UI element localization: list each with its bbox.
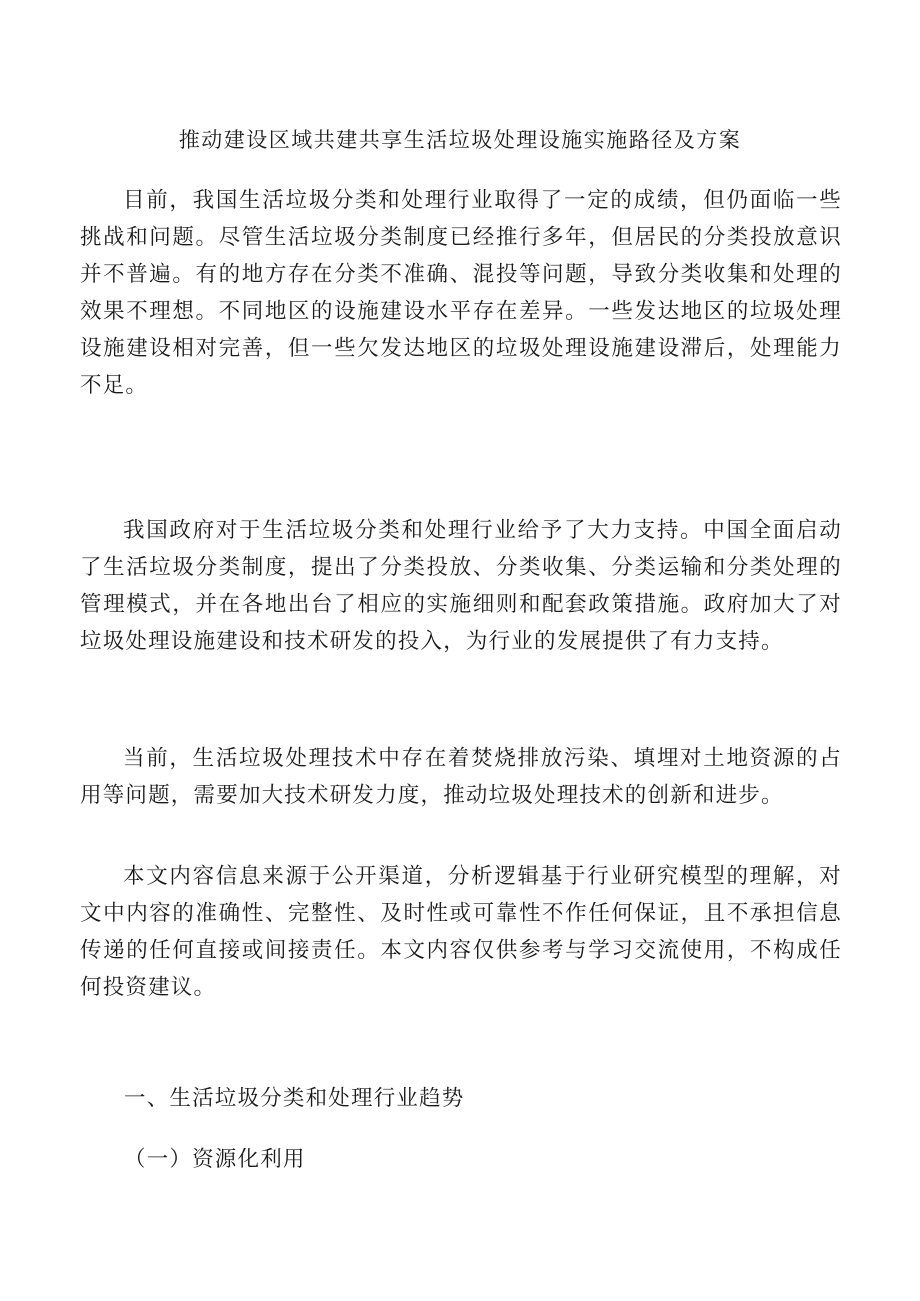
body-paragraph: 本文内容信息来源于公开渠道，分析逻辑基于行业研究模型的理解，对文中内容的准确性、完整性、及时性或可靠性不作任何保证，且不承担信息传递的任何直接或间接责任。本文内容仅供参考与学习交流使用，不构成任何投资建议。	[80, 864, 842, 1000]
body-paragraph: 目前，我国生活垃圾分类和处理行业取得了一定的成绩，但仍面临一些挑战和问题。尽管生活垃圾分类制度已经推行多年，但居民的分类投放意识并不普遍。有的地方存在分类不准确、混投等问题，导致分类收集和处理的效果不理想。不同地区的设施建设水平存在差异。一些发达地区的垃圾处理设施建设相对完善，但一些欠发达地区的垃圾处理设施建设滞后，处理能力不足。	[80, 188, 842, 398]
body-paragraph: 我国政府对于生活垃圾分类和处理行业给予了大力支持。中国全面启动了生活垃圾分类制度，提出了分类投放、分类收集、分类运输和分类处理的管理模式，并在各地出台了相应的实施细则和配套政策措施。政府加大了对垃圾处理设施建设和技术研发的投入，为行业的发展提供了有力支持。	[80, 518, 842, 654]
document-title: 推动建设区域共建共享生活垃圾处理设施实施路径及方案	[178, 128, 742, 152]
body-paragraph: 当前，生活垃圾处理技术中存在着焚烧排放污染、填埋对土地资源的占用等问题，需要加大技术研发力度，推动垃圾处理技术的创新和进步。	[80, 746, 842, 808]
subsection-heading: （一）资源化利用	[124, 1147, 306, 1172]
section-heading: 一、生活垃圾分类和处理行业趋势	[124, 1086, 465, 1111]
